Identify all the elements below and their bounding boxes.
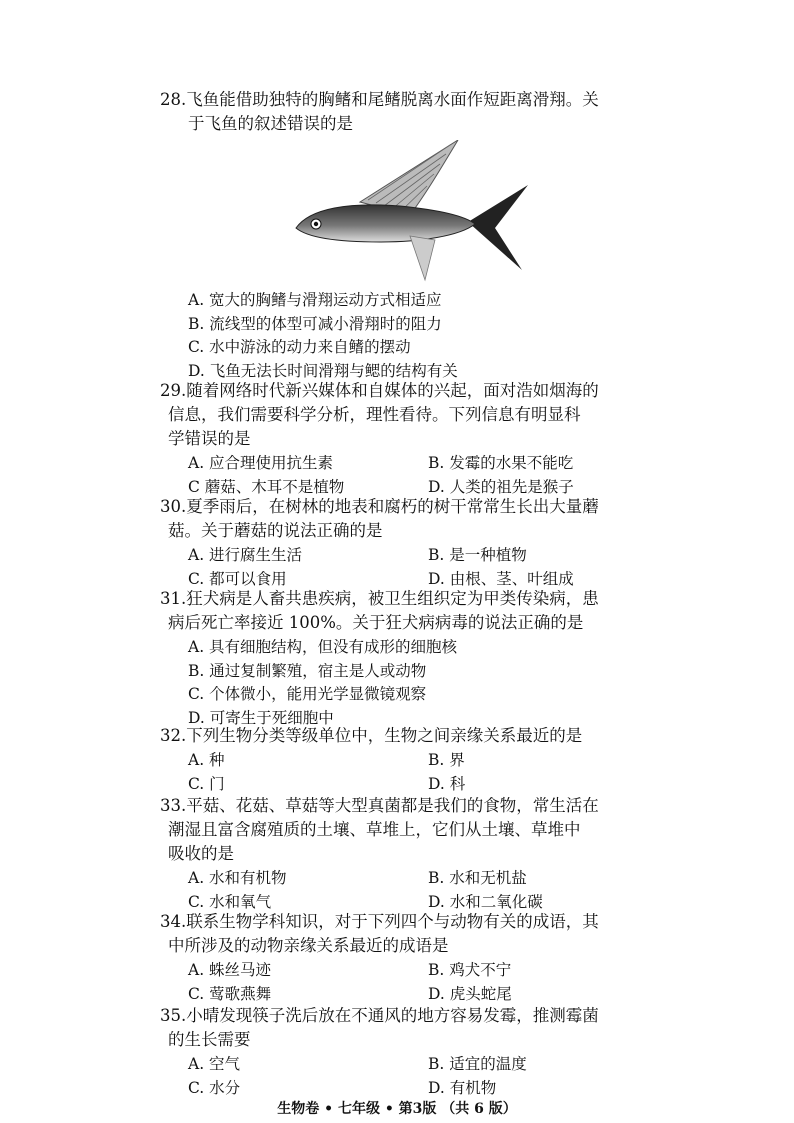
option-b[interactable]: B. 流线型的体型可减小滑翔时的阻力 [188, 314, 442, 333]
option-b[interactable]: B. 界 [428, 751, 465, 769]
option-b[interactable]: B. 水和无机盐 [428, 869, 527, 887]
option-b[interactable]: B. 是一种植物 [428, 546, 527, 564]
option-a[interactable]: A. 空气 [188, 1055, 241, 1073]
question-stem: 34.联系生物学科知识，对于下列四个与动物有关的成语，其 [160, 912, 599, 931]
option-c[interactable]: C. 水和氧气 [188, 892, 272, 911]
option-c[interactable]: C 蘑菇、木耳不是植物 [188, 477, 345, 496]
question-29 [160, 379, 640, 498]
question-stem: 32.下列生物分类等级单位中，生物之间亲缘关系最近的是 [160, 726, 583, 745]
option-a[interactable]: A. 种 [188, 751, 225, 769]
option-d[interactable]: D. 由根、茎、叶组成 [428, 569, 574, 588]
question-stem-cont: 信息，我们需要科学分析，理性看待。下列信息有明显科 [168, 405, 581, 424]
question-30 [160, 495, 640, 590]
option-c[interactable]: C. 个体微小，能用光学显微镜观察 [188, 685, 427, 703]
option-d[interactable]: D. 飞鱼无法长时间滑翔与鳃的结构有关 [188, 361, 458, 380]
question-stem-cont: 潮湿且富含腐殖质的土壤、草堆上，它们从土壤、草堆中 [168, 820, 581, 839]
option-a[interactable]: A. 进行腐生生活 [188, 546, 303, 564]
options-grid [188, 958, 640, 1005]
option-a[interactable]: A. 宽大的胸鳍与滑翔运动方式相适应 [188, 291, 442, 309]
question-stem-cont: 中所涉及的动物亲缘关系最近的成语是 [168, 936, 449, 955]
question-stem: 30.夏季雨后，在树林的地表和腐朽的树干常常生长出大量蘑 [160, 497, 599, 516]
option-a[interactable]: A. 蛛丝马迹 [188, 961, 272, 979]
options-grid [188, 748, 640, 795]
option-d[interactable]: D. 虎头蛇尾 [428, 984, 512, 1003]
option-d[interactable]: D. 有机物 [428, 1078, 497, 1097]
question-28-options [160, 288, 640, 382]
option-a[interactable]: A. 应合理使用抗生素 [188, 454, 334, 472]
option-c[interactable]: C. 水中游泳的动力来自鳍的摆动 [188, 338, 411, 356]
flying-fish-illustration [290, 140, 530, 285]
question-31 [160, 587, 640, 729]
option-b[interactable]: B. 通过复制繁殖，宿主是人或动物 [188, 661, 427, 680]
option-c[interactable]: C. 都可以食用 [188, 569, 287, 588]
question-stem: 35.小晴发现筷子洗后放在不通风的地方容易发霉，推测霉菌 [160, 1006, 599, 1025]
option-c[interactable]: C. 门 [188, 774, 225, 793]
question-stem: 31.狂犬病是人畜共患疾病，被卫生组织定为甲类传染病，患 [160, 589, 599, 608]
question-stem-cont: 菇。关于蘑菇的说法正确的是 [168, 521, 383, 540]
options-grid [188, 866, 640, 913]
option-b[interactable]: B. 发霉的水果不能吃 [428, 454, 574, 472]
question-stem: 29.随着网络时代新兴媒体和自媒体的兴起，面对浩如烟海的 [160, 381, 599, 400]
option-a[interactable]: A. 水和有机物 [188, 869, 287, 887]
question-28 [160, 88, 640, 136]
options-list [188, 288, 640, 382]
page-footer: 生物卷 • 七年级 • 第3版 （共 6 版） [277, 1101, 517, 1117]
option-d[interactable]: D. 水和二氧化碳 [428, 892, 543, 911]
question-stem-cont: 于飞鱼的叙述错误的是 [188, 114, 353, 133]
question-34 [160, 910, 640, 1005]
question-32 [160, 724, 640, 795]
options-grid [188, 451, 640, 498]
question-stem: 28.飞鱼能借助独特的胸鳍和尾鳍脱离水面作短距离滑翔。关 [160, 90, 599, 109]
option-d[interactable]: D. 科 [428, 774, 466, 793]
question-stem-cont: 病后死亡率接近 100%。关于狂犬病病毒的说法正确的是 [168, 613, 584, 632]
question-stem: 33.平菇、花菇、草菇等大型真菌都是我们的食物，常生活在 [160, 796, 599, 815]
option-b[interactable]: B. 鸡犬不宁 [428, 961, 512, 979]
option-d[interactable]: D. 人类的祖先是猴子 [428, 477, 574, 496]
question-stem-cont: 吸收的是 [168, 844, 234, 863]
option-d[interactable]: D. 可寄生于死细胞中 [188, 708, 334, 727]
options-grid [188, 1052, 640, 1099]
option-c[interactable]: C. 水分 [188, 1078, 241, 1097]
question-stem-cont: 的生长需要 [168, 1030, 251, 1049]
options-grid [188, 543, 640, 590]
option-c[interactable]: C. 莺歌燕舞 [188, 984, 272, 1003]
question-stem-cont: 学错误的是 [168, 429, 251, 448]
option-a[interactable]: A. 具有细胞结构，但没有成形的细胞核 [188, 638, 458, 656]
option-b[interactable]: B. 适宜的温度 [428, 1055, 527, 1073]
options-list [188, 635, 640, 729]
question-33 [160, 794, 640, 913]
question-35 [160, 1004, 640, 1099]
